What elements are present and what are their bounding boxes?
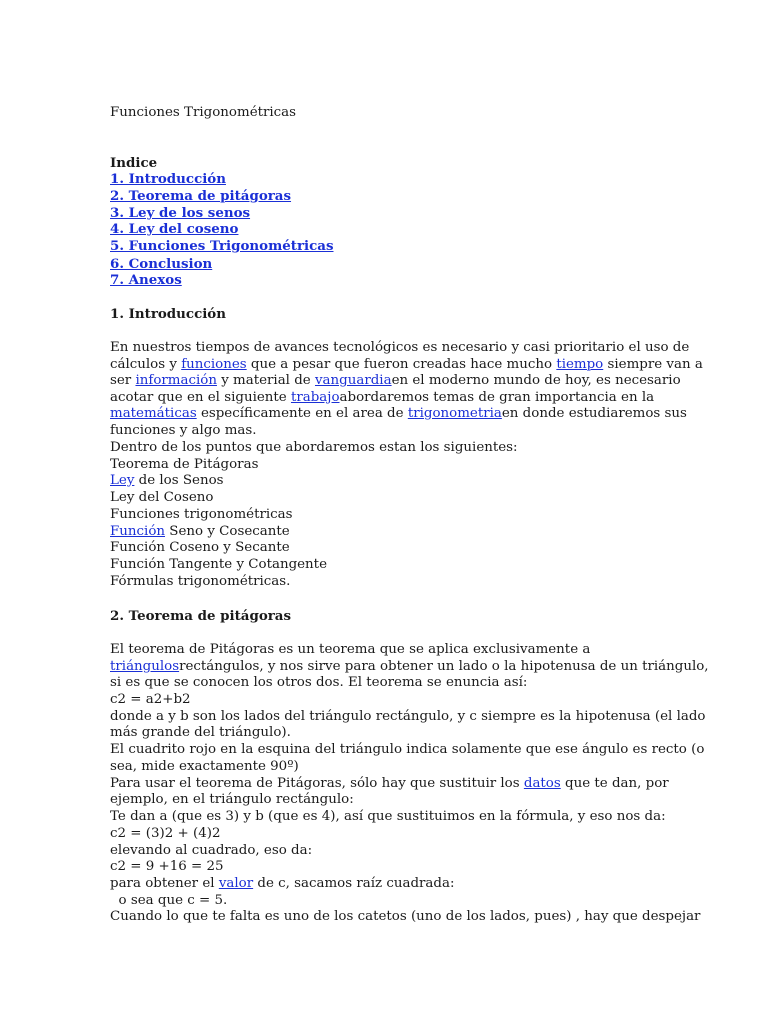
text-span: rectángulos, y nos sirve para obtener un lado o la hipotenusa de un triángulo, [179, 659, 709, 674]
text-span: Para usar el teorema de Pitágoras, sólo hay que sustituir los [110, 776, 524, 791]
text-span: que te dan, por [560, 776, 669, 791]
list-item: Función Coseno y Secante [110, 540, 290, 555]
paragraph-line: o sea que c = 5. [110, 893, 228, 908]
paragraph-line [110, 776, 669, 793]
list-item: Fórmulas trigonométricas. [110, 574, 291, 589]
paragraph-line [110, 659, 709, 676]
link-valor[interactable]: valor [218, 876, 254, 891]
toc-link-funciones-trigonometricas[interactable]: 5. Funciones Trigonométricas [110, 238, 334, 254]
toc-link-ley-senos[interactable]: 3. Ley de los senos [110, 205, 251, 221]
paragraph-line: funciones y algo mas. [110, 423, 257, 438]
paragraph-line [110, 357, 703, 374]
link-matematicas[interactable]: matemáticas [110, 406, 197, 421]
list-item: Teorema de Pitágoras [110, 457, 259, 472]
text-span: acotar que en el siguiente [110, 390, 291, 405]
paragraph-line [110, 406, 687, 423]
toc-link-introduccion[interactable]: 1. Introducción [110, 171, 226, 187]
index-heading: Indice [110, 155, 158, 171]
link-funcion[interactable]: Función [110, 524, 166, 539]
list-item: Ley del Coseno [110, 490, 214, 505]
section-heading-introduccion: 1. Introducción [110, 306, 226, 322]
link-trabajo[interactable]: trabajo [290, 390, 340, 405]
paragraph-line [110, 373, 681, 390]
link-ley[interactable]: Ley [110, 473, 135, 488]
list-item [110, 524, 290, 541]
text-span: específicamente en el area de [196, 406, 408, 421]
text-span: ser [110, 373, 136, 388]
text-span: en el moderno mundo de hoy, es necesario [391, 373, 681, 388]
paragraph-line: Cuando lo que te falta es uno de los catetos (uno de los lados, pues) , hay que despejar [110, 909, 701, 924]
list-item: Función Tangente y Cotangente [110, 557, 327, 572]
text-span: en donde estudiaremos sus [501, 406, 687, 421]
paragraph-line: si es que se conocen los otros dos. El teorema se enuncia así: [110, 675, 528, 690]
formula-line: c2 = a2+b2 [110, 692, 191, 707]
text-span: cálculos y [110, 357, 182, 372]
list-item [110, 473, 224, 490]
paragraph-line: sea, mide exactamente 90º) [110, 759, 299, 774]
link-trigonometria[interactable]: trigonometria [407, 406, 502, 421]
formula-line: c2 = 9 +16 = 25 [110, 859, 224, 874]
text-span: de los Senos [134, 473, 224, 488]
link-triangulos[interactable]: triángulos [110, 659, 180, 674]
paragraph-line: más grande del triángulo). [110, 725, 291, 740]
paragraph-line: elevando al cuadrado, eso da: [110, 843, 313, 858]
text-span: Seno y Cosecante [165, 524, 290, 539]
document-title: Funciones Trigonométricas [110, 105, 297, 120]
text-span: de c, sacamos raíz cuadrada: [253, 876, 455, 891]
toc-link-ley-coseno[interactable]: 4. Ley del coseno [110, 221, 239, 237]
paragraph-line: En nuestros tiempos de avances tecnológicos es necesario y casi prioritario el uso de [110, 340, 690, 355]
text-span: siempre van a [603, 357, 703, 372]
paragraph-line: donde a y b son los lados del triángulo rectángulo, y c siempre es la hipotenusa (el lado [110, 709, 706, 724]
paragraph-line [110, 390, 654, 407]
text-span: que a pesar que fueron creadas hace mucho [246, 357, 557, 372]
link-informacion[interactable]: información [135, 373, 217, 388]
section-heading-teorema-pitagoras: 2. Teorema de pitágoras [110, 608, 292, 624]
toc-link-anexos[interactable]: 7. Anexos [110, 272, 182, 288]
paragraph-line: El cuadrito rojo en la esquina del triángulo indica solamente que ese ángulo es recto (o [110, 742, 705, 757]
formula-line: c2 = (3)2 + (4)2 [110, 826, 221, 841]
link-datos[interactable]: datos [523, 776, 561, 791]
text-span: y material de [216, 373, 315, 388]
link-tiempo[interactable]: tiempo [556, 357, 604, 372]
text-span: para obtener el [110, 876, 219, 891]
paragraph-line: El teorema de Pitágoras es un teorema que se aplica exclusivamente a [110, 642, 591, 657]
toc-link-conclusion[interactable]: 6. Conclusion [110, 256, 213, 272]
list-item: Funciones trigonométricas [110, 507, 293, 522]
toc-link-teorema-pitagoras[interactable]: 2. Teorema de pitágoras [110, 188, 292, 204]
paragraph-line [110, 876, 454, 893]
link-funciones[interactable]: funciones [181, 357, 247, 372]
paragraph-line: Dentro de los puntos que abordaremos estan los siguientes: [110, 440, 518, 455]
paragraph-line: ejemplo, en el triángulo rectángulo: [110, 792, 354, 807]
text-span: abordaremos temas de gran importancia en la [339, 390, 655, 405]
paragraph-line: Te dan a (que es 3) y b (que es 4), así que sustituimos en la fórmula, y eso nos da: [110, 809, 666, 824]
link-vanguardia[interactable]: vanguardia [314, 373, 392, 388]
